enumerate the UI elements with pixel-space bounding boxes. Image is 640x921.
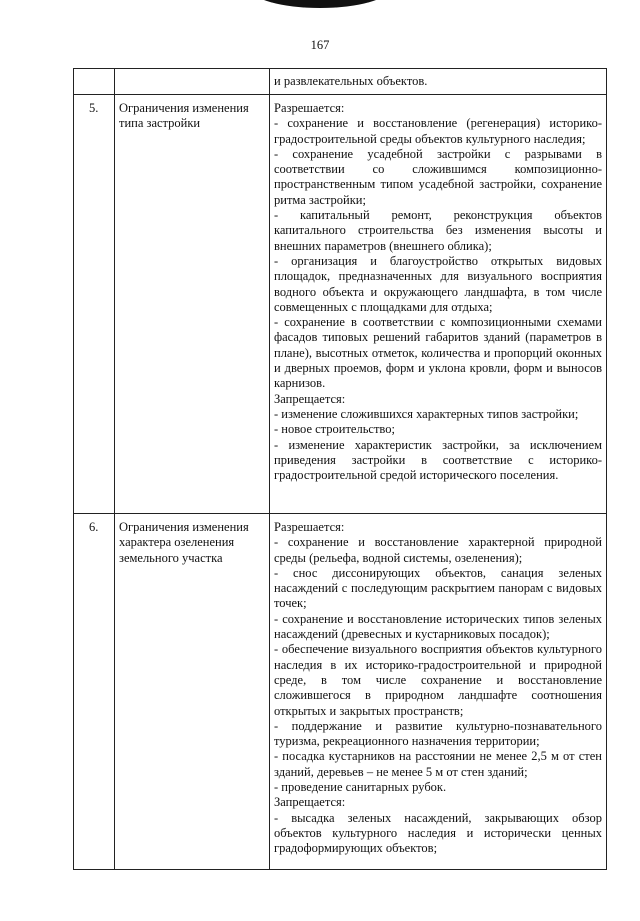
paragraph: - сохранение и восстановление (регенерация) историко-градостроительной среды объектов культурного наследия; <box>274 116 602 146</box>
row-content-cell <box>270 95 607 514</box>
table-row <box>74 69 607 95</box>
paragraph: - высадка зеленых насаждений, закрывающих обзор объектов культурного наследия и исторически ценных градоформирующих объектов; <box>274 810 602 856</box>
row-number: 6. <box>89 520 99 534</box>
paragraph: - организация и благоустройство открытых видовых площадок, предназначенных для визуального восприятия водного объекта и окружающего ландшафта, в том числе совмещенных с площадками для отдыха; <box>274 253 602 314</box>
paragraph: - обеспечение визуального восприятия объектов культурного наследия в их историко-градостроительной и природной среде, в том числе сохранение и восстановление сложившегося в природном ландшафте соотношения открытых и закрытых пространств; <box>274 642 602 718</box>
paragraph: - сохранение усадебной застройки с разрывами в соответствии со сложившимся композиционно-пространственным типом усадебной застройки, сохранение ритма застройки; <box>274 146 602 207</box>
paragraph: - изменение сложившихся характерных типов застройки; <box>274 406 579 421</box>
row-number: 5. <box>89 101 99 115</box>
row-title-cell <box>115 69 270 95</box>
paragraph: - проведение санитарных рубок. <box>274 780 447 795</box>
paragraph: Разрешается: <box>274 101 345 115</box>
row-number-cell <box>74 514 115 870</box>
paragraph: - сохранение и восстановление характерной природной среды (рельефа, водной системы, озеленения); <box>274 535 602 565</box>
row-title-cell <box>115 514 270 870</box>
row-content-cell <box>270 514 607 870</box>
row-title: Ограничения изменения типа застройки <box>119 101 249 131</box>
regulations-table <box>73 68 607 870</box>
paragraph: - снос диссонирующих объектов, санация зеленых насаждений с последующим раскрытием панорам с видовых точек; <box>274 565 602 611</box>
paragraph: Запрещается: <box>274 391 346 406</box>
paragraph: - посадка кустарников на расстоянии не менее 2,5 м от стен зданий, деревьев – не менее 5 м от стен зданий; <box>274 749 602 779</box>
paragraph: Запрещается: <box>274 795 346 810</box>
table-row <box>74 514 607 870</box>
paragraph: - новое строительство; <box>274 422 395 437</box>
paragraph: Разрешается: <box>274 520 345 534</box>
paragraph: - сохранение и восстановление исторических типов зеленых насаждений (древесных и кустарниковых посадок); <box>274 611 602 642</box>
row-number-cell <box>74 95 115 514</box>
paragraph: и развлекательных объектов. <box>274 74 428 88</box>
paragraph: - сохранение в соответствии с композиционными схемами фасадов типовых решений габаритов зданий (параметров в плане), высотных отметок, количества и пропорций оконных и дверных проемов, форм и уклона кровли, форм и выносов карнизов. <box>274 315 602 391</box>
paragraph: - капитальный ремонт, реконструкция объектов капитального строительства без изменения высоты и внешних параметров (внешнего облика); <box>274 208 602 253</box>
row-number <box>74 69 114 75</box>
row-number-cell <box>74 69 115 95</box>
row-content-cell <box>270 69 607 95</box>
table-row <box>74 95 607 514</box>
page-number: 167 <box>310 38 330 52</box>
row-title <box>115 69 269 75</box>
row-title-cell <box>115 95 270 514</box>
binding-mark <box>250 0 390 8</box>
row-title: Ограничения изменения характера озеленения земельного участка <box>119 520 249 565</box>
paragraph: - изменение характеристик застройки, за исключением приведения застройки в соответствие с историко-градостроительной средой исторического поселения. <box>274 437 602 483</box>
paragraph: - поддержание и развитие культурно-познавательного туризма, рекреационного назначения территории; <box>274 718 602 749</box>
